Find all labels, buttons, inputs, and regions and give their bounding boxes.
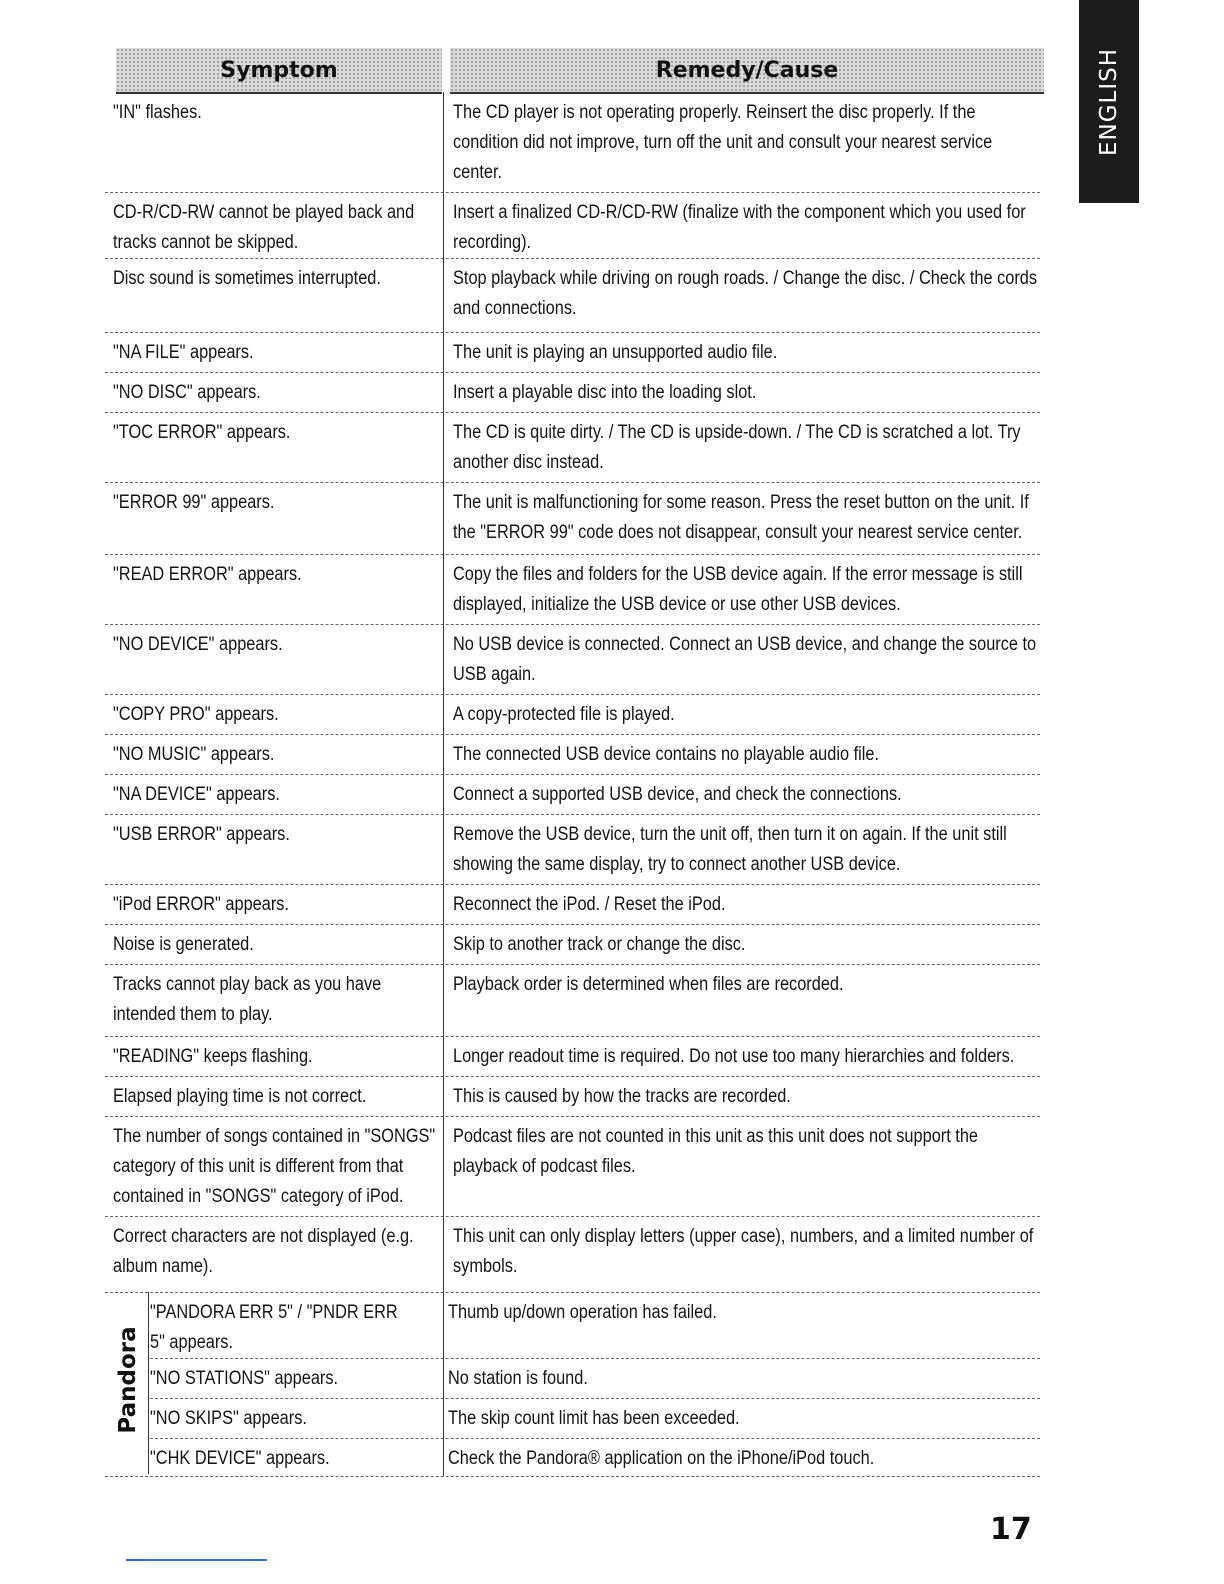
symptom-cell: Disc sound is sometimes interrupted. (113, 268, 381, 289)
row-separator (150, 1398, 1040, 1399)
row-separator (105, 1216, 1040, 1217)
table-row (105, 884, 1040, 924)
table-row (105, 332, 1040, 372)
table-row (105, 372, 1040, 412)
symptom-cell: Elapsed playing time is not correct. (113, 1086, 367, 1107)
pandora-section-rule (148, 1292, 149, 1474)
table-row (105, 1036, 1040, 1076)
remedy-cell: The CD player is not operating properly. Reinsert the disc properly. If the condition did not improve, turn off the unit and consult your nearest service center. (453, 102, 993, 183)
pandora-row (150, 1292, 1040, 1358)
table-row (105, 554, 1040, 624)
symptom-cell: "NO MUSIC" appears. (113, 744, 275, 765)
remedy-cell: A copy-protected file is played. (453, 704, 675, 725)
symptom-cell: "CHK DEVICE" appears. (150, 1448, 330, 1469)
row-separator (105, 964, 1040, 965)
header-remedy: Remedy/Cause (450, 48, 1044, 94)
symptom-cell: "READING" keeps flashing. (113, 1046, 313, 1067)
symptom-cell: "NA FILE" appears. (113, 342, 254, 363)
symptom-cell: "NO SKIPS" appears. (150, 1408, 307, 1429)
page-number: 17 (990, 1512, 1032, 1547)
table-row (105, 1116, 1040, 1216)
symptom-cell: "PANDORA ERR 5" / "PNDR ERR 5" appears. (150, 1302, 398, 1353)
pandora-row (150, 1438, 1040, 1476)
row-separator (105, 734, 1040, 735)
symptom-cell: "IN" flashes. (113, 102, 202, 123)
row-separator (105, 884, 1040, 885)
remedy-cell: Copy the files and folders for the USB device again. If the error message is still displayed, initialize the USB device or use other USB devices. (453, 564, 1023, 615)
remedy-cell: No USB device is connected. Connect an USB device, and change the source to USB again. (453, 634, 1037, 685)
remedy-cell: No station is found. (448, 1368, 588, 1389)
symptom-cell: Correct characters are not displayed (e.g. album name). (113, 1226, 414, 1277)
pandora-row (150, 1398, 1040, 1438)
row-separator (105, 1036, 1040, 1037)
remedy-cell: This is caused by how the tracks are recorded. (453, 1086, 791, 1107)
row-separator (105, 332, 1040, 333)
remedy-cell: The unit is playing an unsupported audio file. (453, 342, 778, 363)
remedy-cell: Playback order is determined when files are recorded. (453, 974, 844, 995)
remedy-cell: Insert a playable disc into the loading slot. (453, 382, 757, 403)
symptom-cell: CD-R/CD-RW cannot be played back and tracks cannot be skipped. (113, 202, 415, 253)
row-separator (105, 924, 1040, 925)
table-row (105, 258, 1040, 332)
row-separator (150, 1438, 1040, 1439)
symptom-cell: "NO STATIONS" appears. (150, 1368, 339, 1389)
row-separator (105, 624, 1040, 625)
row-separator (105, 1116, 1040, 1117)
symptom-cell: "NO DISC" appears. (113, 382, 261, 403)
remedy-cell: Longer readout time is required. Do not use too many hierarchies and folders. (453, 1046, 1015, 1067)
table-row (105, 1076, 1040, 1116)
table-row (105, 482, 1040, 554)
table-row (105, 412, 1040, 482)
row-separator (105, 554, 1040, 555)
remedy-cell: Thumb up/down operation has failed. (448, 1302, 717, 1323)
row-separator (105, 694, 1040, 695)
table-row (105, 694, 1040, 734)
table-row (105, 92, 1040, 192)
row-separator (150, 1358, 1040, 1359)
language-tab (1079, 0, 1139, 203)
table-row (105, 774, 1040, 814)
symptom-cell: "NA DEVICE" appears. (113, 784, 280, 805)
remedy-cell: Remove the USB device, turn the unit off, then turn it on again. If the unit still showing the same display, try to connect another USB device. (453, 824, 1007, 875)
row-separator (105, 1076, 1040, 1077)
remedy-cell: The unit is malfunctioning for some reason. Press the reset button on the unit. If the "ERROR 99" code does not disappear, consult your nearest service center. (453, 492, 1029, 543)
row-separator (105, 482, 1040, 483)
pandora-row (150, 1358, 1040, 1398)
header-symptom: Symptom (116, 48, 442, 94)
symptom-cell: "ERROR 99" appears. (113, 492, 275, 513)
language-tab-label: ENGLISH (1096, 47, 1122, 156)
footer-blue-rule (126, 1559, 267, 1561)
remedy-cell: This unit can only display letters (upper case), numbers, and a limited number of symbols. (453, 1226, 1034, 1277)
row-separator (105, 412, 1040, 413)
row-separator (105, 774, 1040, 775)
row-separator (105, 192, 1040, 193)
row-separator (105, 372, 1040, 373)
pandora-section-label (110, 1300, 146, 1460)
table-bottom-rule (105, 1476, 1040, 1477)
remedy-cell: Stop playback while driving on rough roads. / Change the disc. / Check the cords and connections. (453, 268, 1038, 319)
symptom-cell: "iPod ERROR" appears. (113, 894, 289, 915)
remedy-cell: Insert a finalized CD-R/CD-RW (finalize with the component which you used for recording). (453, 202, 1026, 253)
table-row (105, 624, 1040, 694)
table-row (105, 924, 1040, 964)
row-separator (105, 1292, 1040, 1293)
remedy-cell: Reconnect the iPod. / Reset the iPod. (453, 894, 726, 915)
table-row (105, 1216, 1040, 1292)
remedy-cell: Skip to another track or change the disc. (453, 934, 746, 955)
pandora-label-text: Pandora (115, 1326, 141, 1434)
remedy-cell: Check the Pandora® application on the iPhone/iPod touch. (448, 1448, 875, 1469)
row-separator (105, 814, 1040, 815)
symptom-cell: "USB ERROR" appears. (113, 824, 290, 845)
table-row (105, 734, 1040, 774)
table-row (105, 192, 1040, 258)
symptom-cell: Tracks cannot play back as you have intended them to play. (113, 974, 382, 1025)
table-row (105, 964, 1040, 1036)
symptom-cell: The number of songs contained in "SONGS" category of this unit is different from that contained in "SONGS" category of iPod. (113, 1126, 436, 1207)
remedy-cell: Connect a supported USB device, and check the connections. (453, 784, 902, 805)
remedy-cell: The skip count limit has been exceeded. (448, 1408, 740, 1429)
remedy-cell: The connected USB device contains no playable audio file. (453, 744, 880, 765)
symptom-cell: Noise is generated. (113, 934, 254, 955)
symptom-cell: "COPY PRO" appears. (113, 704, 279, 725)
table-row (105, 814, 1040, 884)
symptom-cell: "READ ERROR" appears. (113, 564, 302, 585)
symptom-cell: "TOC ERROR" appears. (113, 422, 291, 443)
remedy-cell: The CD is quite dirty. / The CD is upside-down. / The CD is scratched a lot. Try another disc instead. (453, 422, 1021, 473)
row-separator (105, 258, 1040, 259)
symptom-cell: "NO DEVICE" appears. (113, 634, 283, 655)
remedy-cell: Podcast files are not counted in this unit as this unit does not support the playback of podcast files. (453, 1126, 979, 1177)
